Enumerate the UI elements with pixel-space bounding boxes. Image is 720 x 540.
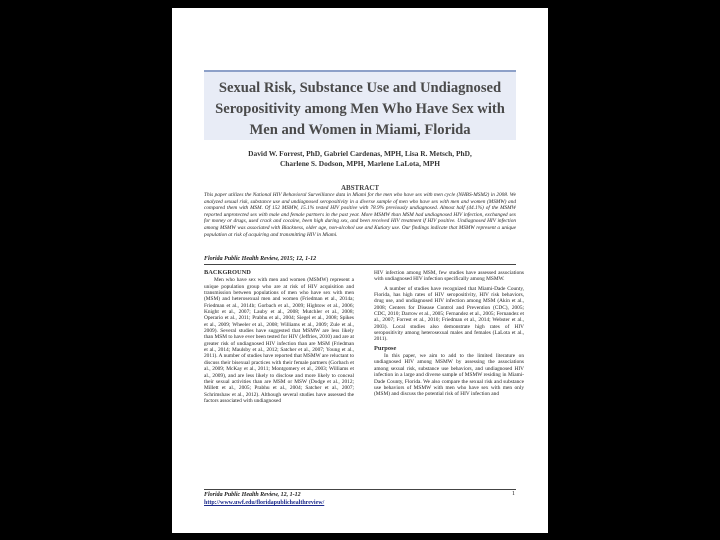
body-paragraph: HIV infection among MSM, few studies have assessed associations with undiagnosed HIV infection specifically among MSMW.: [374, 270, 524, 283]
body-paragraph: In this paper, we aim to add to the limited literature on undiagnosed HIV among MSMW by assessing the associations among sexual risk, substance use behaviors, and undiagnosed HIV infection in a large and diverse sample of MSMW residing in Miami-Dade County, Florida. We also compare the sexual risk and substance use behaviors of MSMW with men who have sex with men only (MSM) and discuss the potential risk of HIV infection and: [374, 353, 524, 398]
section-heading-purpose: Purpose: [374, 344, 397, 352]
footer-citation: Florida Public Health Review, 12, 1-12: [204, 492, 301, 498]
page-number: 1: [512, 491, 515, 497]
journal-url-link[interactable]: http://www.uwf.edu/floridapublichealthreview/: [204, 500, 325, 506]
section-heading-background: BACKGROUND: [204, 270, 251, 276]
journal-citation: Florida Public Health Review, 2015; 12, 1-12: [204, 256, 317, 262]
body-paragraph: A number of studies have recognized that Miami-Dade County, Florida, has high rates of HIV seropositivity, HIV risk behaviors, drug use, and undiagnosed HIV infection among MSM (Akin et al., 2008; Centers for Disease Control and Prevention (CDC), 2005; CDC, 2010; Darrow et al., 2005; Fernandez et al., 2005; Fernandez et al., 2007; Forrest et al., 2010; Friedman et al., 2014; Webster et al., 2003). Local studies also demonstrate high rates of HIV seropositivity among heterosexual males and females (LaLota et al., 2011).: [374, 285, 524, 343]
abstract-heading: ABSTRACT: [340, 184, 380, 192]
authors-line-1: David W. Forrest, PhD, Gabriel Cardenas, MPH, Lisa R. Metsch, PhD,: [248, 149, 472, 158]
left-column: [204, 270, 354, 484]
title-box: [204, 70, 516, 140]
divider-top: [204, 264, 516, 265]
author-list: [202, 149, 518, 169]
divider-bottom: [204, 489, 516, 490]
abstract-text: This paper utilizes the National HIV Behavioral Surveillance data in Miami for the men who have sex with men cycle (NHBS-MSM2) in 2008. We analyzed sexual risk, substance use and undiagnosed seropositivity in a diverse sample of men who have sex with men and women (MSMW) and compared them with MSM. Of 152 MSMW, 15.1% tested HIV positive with 78.9% previously undiagnosed. Almost half (44.1%) of the MSMW reported unprotected sex with male and female partners in the past year. More MSMW than MSM had undiagnosed HIV infection, exchanged sex for money or drugs, used crack and cocaine, been high during sex, and been received HIV treatment if HIV positive. Undiagnosed HIV infection among MSMW was associated with Blackness, older age, non-alcohol use and Kutiary use. Our findings indicate that MSMW represent a unique population at risk of acquiring and transmitting HIV in Miami.: [204, 192, 516, 238]
body-paragraph: Men who have sex with men and women (MSMW) represent a unique population group who are at risk of HIV acquisition and transmission between populations of men who have sex with men (MSM) and heterosexual men and women (Friedman et al., 2014a; Friedman et al., 2014b; Gorbach et al., 2009; Hightow et al., 2006; Knight et al., 2007; Lauby et al., 2008; Mutchler et al., 2008; Operario et al., 2011; Prabhu et al., 2004; Siegel et al., 2008; Spikes et al., 2009; Wheeler et al., 2008; Williams et al., 2009; Zule et al., 2009). Several studies have suggested that MSMW are less likely than MSM to have ever been tested for HIV (Jeffries, 2010) and are at greater risk of undiagnosed HIV infection than are MSM (Friedman et al., 2014; Maulsby et al., 2012; Satcher et al., 2007; Young et al., 2011). A number of studies have reported that MSMW are reluctant to discuss their bisexual practices with their female partners (Gorbach et al., 2009; McKay et al., 2011; Montgomery et al., 2003; Williams et al., 2009), and are less likely to disclose and more likely to conceal their sexual activities than are MSM or MSW (Dodge et al., 2012; Millett et al., 2005; Prabhu et al., 2004; Satcher et al., 2007; Schrimshaw et al., 2012). Although several studies have assessed the factors associated with undiagnosed: [204, 277, 354, 404]
paper-title: Sexual Risk, Substance Use and Undiagnosed Seropositivity among Men Who Have Sex with Men and Women in Miami, Florida: [215, 80, 505, 138]
paper-page: [172, 8, 548, 533]
right-column: [374, 270, 524, 484]
authors-line-2: Charlene S. Dodson, MPH, Marlene LaLota, MPH: [279, 159, 441, 168]
